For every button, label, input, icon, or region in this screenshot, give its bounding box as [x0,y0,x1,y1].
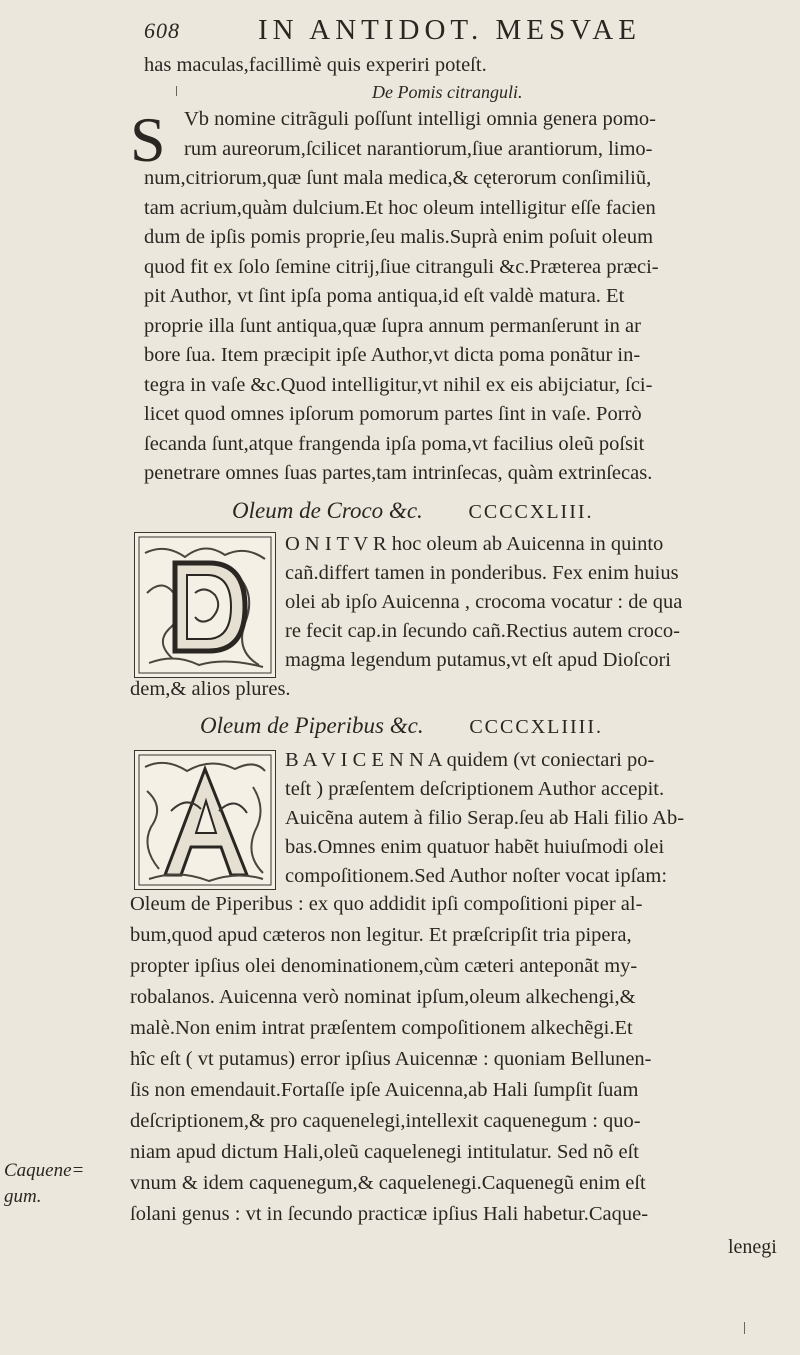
catchword: lenegi [728,1236,777,1258]
text-line: quod fit ex ſolo ſemine citrij,ſiue citranguli &c.Præterea præci- [144,255,659,278]
text-line: tegra in vaſe &c.Quod intelligitur,vt nihil ex eis abijciatur, ſci- [144,373,653,396]
section-2-number: CCCCXLIII. [468,501,594,523]
text-line: robalanos. Auicenna verò nominat ipſum,oleum alkechengi,& [130,986,636,1008]
text-line: hîc eſt ( vt putamus) error ipſius Auicennæ : quoniam Bellunen- [130,1048,652,1070]
section-2-heading [232,498,594,524]
margin-note-line-2: gum. [4,1186,42,1207]
text-line: dem,& alios plures. [130,678,291,700]
running-title: IN ANTIDOT. MESVAE [258,14,641,46]
decorated-initial-d-icon [135,533,275,677]
text-line: deſcriptionem,& pro caquenelegi,intellexit caquenegum : quo- [130,1110,641,1132]
woodcut-initial-d [134,532,276,678]
text-line: penetrare omnes ſuas partes,tam intrinſecas, quàm extrinſecas. [144,462,653,484]
text-line: bas.Omnes enim quatuor habẽt huiuſmodi olei [285,836,665,858]
text-line: pit Author, vt ſint ipſa poma antiqua,id eſt valdè matura. Et [144,285,625,307]
text-line: O N I T V R hoc oleum ab Auicenna in quinto [285,533,664,555]
section-2-title: Oleum de Croco &c. [232,498,423,523]
text-line: Vb nomine citrãguli poſſunt intelligi omnia genera pomo- [184,108,656,130]
text-line: malè.Non enim intrat præſentem compoſitionem alkechẽgi.Et [130,1017,633,1039]
text-line: niam apud dictum Hali,oleũ caquelenegi intitulatur. Sed nõ eſt [130,1141,639,1163]
subheading: De Pomis citranguli. [372,82,523,102]
section-3-number: CCCCXLIIII. [469,716,603,738]
text-line: tam acrium,quàm dulcium.Et hoc oleum intelligitur eſſe facien [144,196,656,219]
drop-cap-s: S [130,104,166,175]
text-line: B A V I C E N N A quidem (vt coniectari po- [285,749,655,771]
text-line: licet quod omnes ipſorum pomorum partes ſint in vaſe. Porrò [144,403,642,425]
text-line: re fecit cap.in ſecundo cañ.Rectius autem croco- [285,620,681,642]
text-line: teſt ) præſentem deſcriptionem Author accepit. [285,778,665,800]
text-line: ſis non emendauit.Fortaſſe ipſe Auicenna,ab Hali ſumpſit ſuam [130,1079,639,1101]
text-line: ſecanda ſunt,atque frangenda ipſa poma,vt facilius oleũ poſsit [144,432,645,455]
page-header [0,14,800,50]
margin-tick [176,86,177,96]
text-line: propter ipſius olei denominationem,cùm cæteri anteponãt my- [130,955,638,977]
text-line: proprie illa ſunt antiqua,quæ ſupra annum permanſerunt in ar [144,314,641,337]
folio-number: 608 [144,18,180,43]
section-3-heading [200,713,603,739]
text-line: magma legendum putamus,vt eſt apud Dioſcori [285,649,671,671]
text-line: olei ab ipſo Auicenna , crocoma vocatur : de qua [285,591,683,613]
margin-tick [744,1322,745,1334]
woodcut-initial-a [134,750,276,890]
text-line: dum de ipſis pomis proprie,ſeu malis.Suprà enim poſuit oleum [144,226,654,248]
text-line: num,citriorum,quæ ſunt mala medica,& cęterorum conſimiliũ, [144,167,652,189]
text-line: cañ.differt tamen in ponderibus. Fex enim huius [285,562,679,584]
text-line: vnum & idem caquenegum,& caquelenegi.Caquenegũ enim eſt [130,1172,646,1194]
text-line: bore ſua. Item præcipit ipſe Author,vt dicta poma ponãtur in- [144,344,641,366]
text-line: rum aureorum,ſcilicet narantiorum,ſiue arantiorum, limo- [184,137,653,160]
text-line: bum,quod apud cæteros non legitur. Et præſcripſit tria pipera, [130,924,632,946]
text-line: compoſitionem.Sed Author noſter vocat ipſam: [285,865,668,887]
margin-note-line-1: Caquene= [4,1160,85,1181]
text-line: ſolani genus : vt in ſecundo practicæ ipſius Hali habetur.Caque- [130,1203,649,1225]
intro-line: has maculas,facillimè quis experiri poteſt. [144,54,487,76]
text-line: Oleum de Piperibus : ex quo addidit ipſi compoſitioni piper al- [130,893,643,915]
section-3-title: Oleum de Piperibus &c. [200,713,424,738]
text-line: Auicẽna autem à filio Serap.ſeu ab Hali filio Ab- [285,807,685,829]
decorated-initial-a-icon [135,751,275,889]
